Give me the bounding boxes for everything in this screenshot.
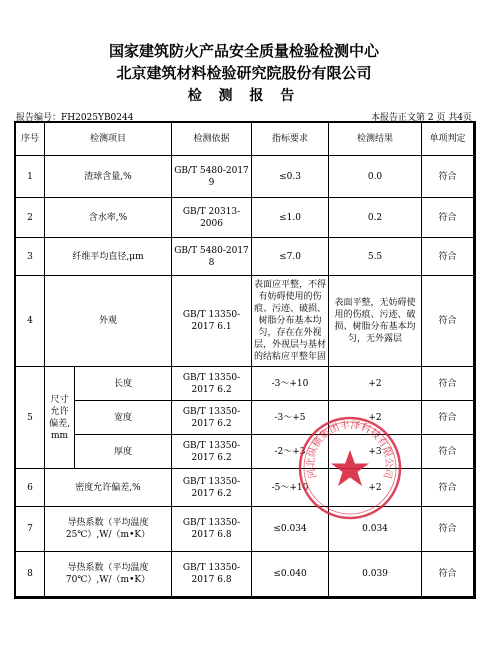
row-item: 渣球含量,% [45, 156, 172, 198]
row-requirement: -3～+10 [252, 367, 329, 401]
institution-name-line1: 国家建筑防火产品安全质量检验检测中心 [108, 42, 379, 60]
table-row [16, 552, 474, 597]
row-no: 6 [16, 469, 45, 507]
row-result: +2 [329, 367, 422, 401]
table-row [16, 198, 474, 238]
row-basis: GB/T 13350-2017 6.2 [172, 435, 252, 469]
row-result: 0.2 [329, 198, 422, 238]
row-result: 5.5 [329, 238, 422, 276]
row-item: 密度允许偏差,% [45, 469, 172, 507]
row-requirement: ≤0.034 [252, 507, 329, 552]
header-requirement: 指标要求 [252, 123, 329, 156]
row-no: 4 [16, 276, 45, 367]
row-basis: GB/T 5480-2017 8 [172, 238, 252, 276]
row-no: 8 [16, 552, 45, 597]
official-seal-stamp [296, 414, 404, 522]
table-row [16, 156, 474, 198]
row-judgement: 符合 [422, 156, 474, 198]
row-judgement: 符合 [422, 367, 474, 401]
row-judgement: 符合 [422, 276, 474, 367]
row-requirement: ≤7.0 [252, 238, 329, 276]
row-subitem: 长度 [75, 367, 172, 401]
row-basis: GB/T 13350-2017 6.2 [172, 401, 252, 435]
seal-text: 河北纵横集团丰泽科技有限公司 [305, 419, 395, 480]
row-basis: GB/T 20313-2006 [172, 198, 252, 238]
row-result: +3 [329, 435, 422, 469]
row-no: 1 [16, 156, 45, 198]
page-info: 本报告正文第 2 页 共4页 [370, 113, 472, 123]
row-requirement: -2～+3 [252, 435, 329, 469]
row-judgement: 符合 [422, 552, 474, 597]
row-judgement: 符合 [422, 469, 474, 507]
row-judgement: 符合 [422, 435, 474, 469]
report-title: 检 测 报 告 [187, 88, 301, 104]
dimension-group-label: 尺寸允许偏差,mm [45, 367, 75, 469]
report-number: 报告编号：FH2025YB0244 [16, 113, 134, 123]
row-basis: GB/T 13350-2017 6.8 [172, 552, 252, 597]
row-subitem: 宽度 [75, 401, 172, 435]
table-row-dimension [16, 367, 474, 401]
row-requirement: ≤0.040 [252, 552, 329, 597]
table-header-row [16, 123, 474, 156]
header-item: 检测项目 [45, 123, 172, 156]
seal-star-icon [331, 450, 369, 486]
row-judgement: 符合 [422, 507, 474, 552]
row-requirement: -3～+5 [252, 401, 329, 435]
row-item: 含水率,% [45, 198, 172, 238]
row-item: 导热系数（平均温度70℃）,W/（m•K） [45, 552, 172, 597]
row-result: 0.0 [329, 156, 422, 198]
header-result: 检测结果 [329, 123, 422, 156]
row-judgement: 符合 [422, 238, 474, 276]
row-subitem: 厚度 [75, 435, 172, 469]
header-basis: 检测依据 [172, 123, 252, 156]
row-requirement: -5～+10 [252, 469, 329, 507]
row-judgement: 符合 [422, 198, 474, 238]
table-row [16, 276, 474, 367]
row-basis: GB/T 13350-2017 6.8 [172, 507, 252, 552]
row-requirement: ≤0.3 [252, 156, 329, 198]
row-item: 导热系数（平均温度25℃）,W/（m•K） [45, 507, 172, 552]
row-no: 3 [16, 238, 45, 276]
institution-name-line2: 北京建筑材料检验研究院股份有限公司 [116, 64, 372, 82]
row-no: 2 [16, 198, 45, 238]
row-result: 表面平整，无妨碍使用的伤痕、污迹、破损、树脂分布基本均匀，无外露层 [329, 276, 422, 367]
row-no: 5 [16, 367, 45, 469]
row-result: +2 [329, 401, 422, 435]
table-row-dimension [16, 435, 474, 469]
row-item: 纤维平均直径,μm [45, 238, 172, 276]
header-judgement: 单项判定 [422, 123, 474, 156]
test-results-table [15, 122, 474, 597]
table-row-dimension [16, 401, 474, 435]
row-basis: GB/T 5480-2017 9 [172, 156, 252, 198]
row-result: +2 [329, 469, 422, 507]
row-basis: GB/T 13350-2017 6.2 [172, 367, 252, 401]
row-basis: GB/T 13350-2017 6.2 [172, 469, 252, 507]
header-no: 序号 [16, 123, 45, 156]
row-result: 0.034 [329, 507, 422, 552]
row-requirement: 表面应平整，不得有妨碍使用的伤痕、污迹、破损、树脂分布基本均匀，存在在外视层，外视层与基材的结粘应平整年固 [252, 276, 329, 367]
row-judgement: 符合 [422, 401, 474, 435]
row-result: 0.039 [329, 552, 422, 597]
row-requirement: ≤1.0 [252, 198, 329, 238]
row-item: 外观 [45, 276, 172, 367]
row-basis: GB/T 13350-2017 6.1 [172, 276, 252, 367]
table-row [16, 469, 474, 507]
row-no: 7 [16, 507, 45, 552]
table-row [16, 507, 474, 552]
table-row [16, 238, 474, 276]
